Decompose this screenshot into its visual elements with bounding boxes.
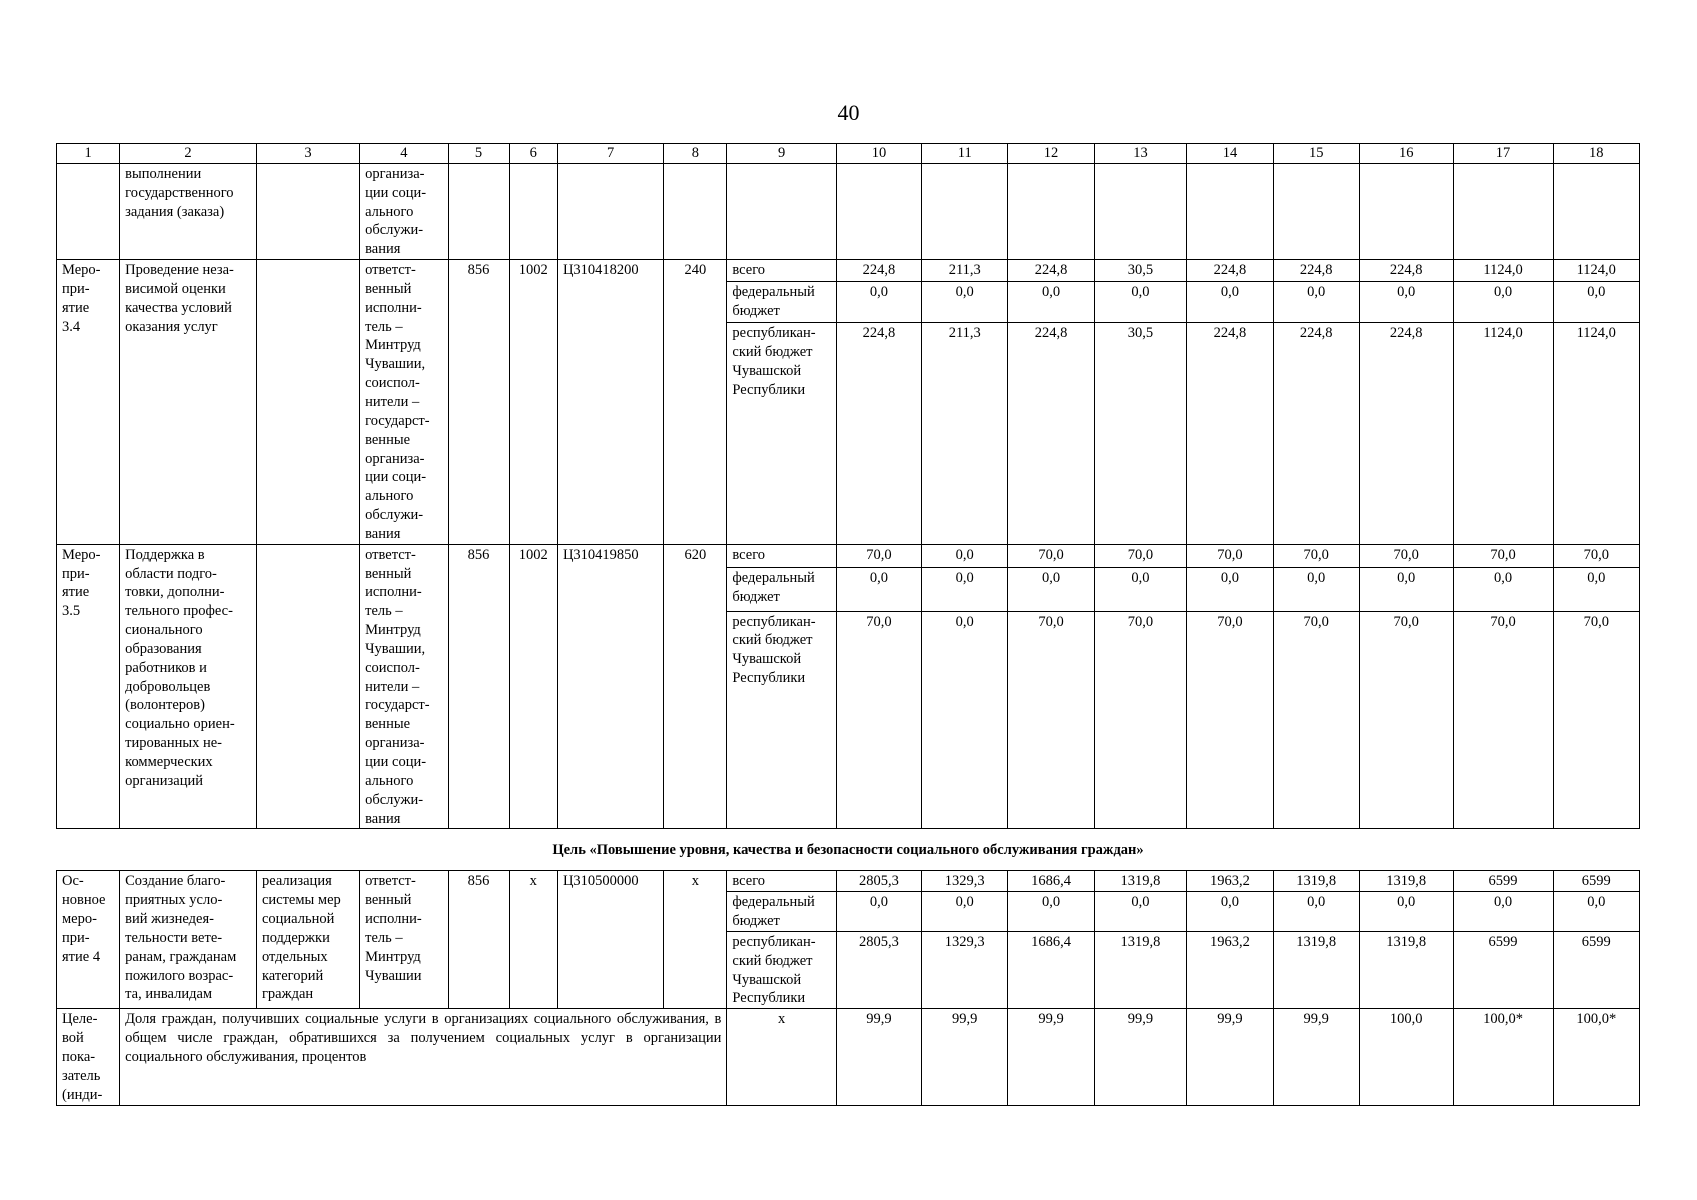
goal-title: Цель «Повышение уровня, качества и безопасности социального обслуживания граждан» [57,829,1640,871]
indicator-value-15: 99,9 [1273,1009,1359,1105]
m34-value-1-15: 0,0 [1273,281,1359,322]
m35-value-1-15: 0,0 [1273,567,1359,611]
om4-value-0-18: 6599 [1553,871,1639,892]
om4-value-1-15: 0,0 [1273,892,1359,932]
om4-value-2-12: 1686,4 [1008,931,1094,1008]
m35-value-2-14: 70,0 [1187,611,1273,829]
m34-value-1-12: 0,0 [1008,281,1094,322]
om4-source-2: республикан- ский бюджет Чувашской Республики [727,931,836,1008]
cont-cell-3 [256,163,359,259]
m35-value-2-16: 70,0 [1359,611,1453,829]
m34-value-1-17: 0,0 [1453,281,1553,322]
column-number-row [57,144,1640,164]
om4-value-2-10: 2805,3 [836,931,921,1008]
m35-value-0-13: 70,0 [1094,544,1187,567]
om4-row-0 [57,871,1640,892]
column-number-15: 15 [1273,144,1359,164]
om4-value-1-12: 0,0 [1008,892,1094,932]
m35-value-2-11: 0,0 [922,611,1008,829]
m34-source-0: всего [727,260,836,282]
m34-value-1-10: 0,0 [836,281,921,322]
m35-description: Поддержка в области подго- товки, дополни- тельного профес- сионального образования работников и добровольцев (волонтеров) социально ориен- тированных не- коммерческих организаций [120,544,257,829]
indicator-text: Доля граждан, получивших социальные услуги в организациях социального обслуживания, в общем числе граждан, обратившихся за получением социальных услуг в организации социального обслуживания, процентов [120,1009,727,1105]
m35-name: Меро- при- ятие 3.5 [57,544,120,829]
om4-value-1-16: 0,0 [1359,892,1453,932]
indicator-value-17: 100,0* [1453,1009,1553,1105]
m34-goal-program [256,260,359,545]
m34-value-2-11: 211,3 [922,323,1008,544]
om4-description: Создание благо- приятных усло- вий жизнедея- тельности вете- ранам, гражданам пожилого возрас- та, инвалидам [120,871,257,1009]
m35-value-0-16: 70,0 [1359,544,1453,567]
m34-value-2-12: 224,8 [1008,323,1094,544]
m35-value-0-14: 70,0 [1187,544,1273,567]
m34-value-0-16: 224,8 [1359,260,1453,282]
m34-value-0-17: 1124,0 [1453,260,1553,282]
om4-value-1-14: 0,0 [1187,892,1273,932]
om4-value-2-11: 1329,3 [922,931,1008,1008]
m34-value-0-10: 224,8 [836,260,921,282]
om4-value-2-13: 1319,8 [1094,931,1187,1008]
m35-executor: ответст- венный исполни- тель – Минтруд Чувашии, соиспол- нители – государст- венные организа- ции соци- ального обслужи- вания [360,544,448,829]
m34-value-2-18: 1124,0 [1553,323,1639,544]
m34-grbs: 856 [448,260,509,545]
column-number-8: 8 [664,144,727,164]
m35-value-1-18: 0,0 [1553,567,1639,611]
column-number-14: 14 [1187,144,1273,164]
indicator-row [57,1009,1640,1105]
m35-value-2-18: 70,0 [1553,611,1639,829]
m34-value-1-16: 0,0 [1359,281,1453,322]
m35-grbs: 856 [448,544,509,829]
om4-name: Ос- новное меро- при- ятие 4 [57,871,120,1009]
m34-value-0-13: 30,5 [1094,260,1187,282]
om4-target-article: Ц310500000 [557,871,663,1009]
cont-cell-6 [509,163,557,259]
m34-expense-group: 240 [664,260,727,545]
column-number-5: 5 [448,144,509,164]
om4-value-2-17: 6599 [1453,931,1553,1008]
m35-value-2-10: 70,0 [836,611,921,829]
cont-cell-15 [1273,163,1359,259]
om4-expense-group: х [664,871,727,1009]
cont-cell-14 [1187,163,1273,259]
om4-value-1-13: 0,0 [1094,892,1187,932]
m35-value-1-17: 0,0 [1453,567,1553,611]
column-number-16: 16 [1359,144,1453,164]
cont-cell-17 [1453,163,1553,259]
cont-cell-7 [557,163,663,259]
m35-value-0-12: 70,0 [1008,544,1094,567]
column-number-9: 9 [727,144,836,164]
m34-value-0-12: 224,8 [1008,260,1094,282]
om4-value-0-13: 1319,8 [1094,871,1187,892]
om4-source-1: федеральный бюджет [727,892,836,932]
om4-value-0-12: 1686,4 [1008,871,1094,892]
m34-source-1: федеральный бюджет [727,281,836,322]
m35-value-2-12: 70,0 [1008,611,1094,829]
indicator-value-12: 99,9 [1008,1009,1094,1105]
budget-table [56,143,1640,1106]
column-number-18: 18 [1553,144,1639,164]
m35-row-0 [57,544,1640,567]
om4-value-1-18: 0,0 [1553,892,1639,932]
om4-value-1-10: 0,0 [836,892,921,932]
om4-value-1-17: 0,0 [1453,892,1553,932]
column-number-3: 3 [256,144,359,164]
indicator-value-14: 99,9 [1187,1009,1273,1105]
column-number-6: 6 [509,144,557,164]
cont-cell-5 [448,163,509,259]
om4-value-1-11: 0,0 [922,892,1008,932]
column-number-7: 7 [557,144,663,164]
om4-value-2-18: 6599 [1553,931,1639,1008]
indicator-value-11: 99,9 [922,1009,1008,1105]
om4-value-0-14: 1963,2 [1187,871,1273,892]
m35-value-0-11: 0,0 [922,544,1008,567]
continuation-row [57,163,1640,259]
m34-row-0 [57,260,1640,282]
m34-executor: ответст- венный исполни- тель – Минтруд Чувашии, соиспол- нители – государст- венные организа- ции соци- ального обслужи- вания [360,260,448,545]
m34-value-1-14: 0,0 [1187,281,1273,322]
cont-cell-2: выполнении государственного задания (заказа) [120,163,257,259]
m34-value-2-15: 224,8 [1273,323,1359,544]
m34-value-0-15: 224,8 [1273,260,1359,282]
m34-target-article: Ц310418200 [557,260,663,545]
column-number-11: 11 [922,144,1008,164]
om4-value-2-15: 1319,8 [1273,931,1359,1008]
om4-source-0: всего [727,871,836,892]
cont-cell-18 [1553,163,1639,259]
m35-value-1-16: 0,0 [1359,567,1453,611]
m35-section: 1002 [509,544,557,829]
column-number-2: 2 [120,144,257,164]
m34-description: Проведение неза- висимой оценки качества условий оказания услуг [120,260,257,545]
m34-value-0-18: 1124,0 [1553,260,1639,282]
om4-value-0-16: 1319,8 [1359,871,1453,892]
indicator-name: Целе- вой пока- затель (инди- [57,1009,120,1105]
column-number-12: 12 [1008,144,1094,164]
m34-value-1-13: 0,0 [1094,281,1187,322]
m35-value-1-14: 0,0 [1187,567,1273,611]
cont-cell-4: организа- ции соци- ального обслужи- вания [360,163,448,259]
column-number-4: 4 [360,144,448,164]
m34-source-2: республикан- ский бюджет Чувашской Республики [727,323,836,544]
cont-cell-8 [664,163,727,259]
column-number-10: 10 [836,144,921,164]
column-number-13: 13 [1094,144,1187,164]
m35-value-0-17: 70,0 [1453,544,1553,567]
om4-section: х [509,871,557,1009]
m35-value-1-12: 0,0 [1008,567,1094,611]
m35-source-0: всего [727,544,836,567]
cont-cell-10 [836,163,921,259]
m35-goal-program [256,544,359,829]
m35-value-0-15: 70,0 [1273,544,1359,567]
m34-name: Меро- при- ятие 3.4 [57,260,120,545]
indicator-col9: х [727,1009,836,1105]
goal-row [57,829,1640,871]
om4-value-0-15: 1319,8 [1273,871,1359,892]
om4-value-0-10: 2805,3 [836,871,921,892]
m34-value-0-14: 224,8 [1187,260,1273,282]
m34-value-0-11: 211,3 [922,260,1008,282]
indicator-value-10: 99,9 [836,1009,921,1105]
cont-cell-11 [922,163,1008,259]
cont-cell-13 [1094,163,1187,259]
m35-value-2-17: 70,0 [1453,611,1553,829]
om4-grbs: 856 [448,871,509,1009]
m34-value-2-10: 224,8 [836,323,921,544]
indicator-value-18: 100,0* [1553,1009,1639,1105]
m35-value-2-13: 70,0 [1094,611,1187,829]
page-number: 40 [837,100,860,125]
cont-cell-12 [1008,163,1094,259]
om4-goal-program: реализация системы мер социальной поддержки отдельных категорий граждан [256,871,359,1009]
m34-value-1-18: 0,0 [1553,281,1639,322]
m35-source-1: федеральный бюджет [727,567,836,611]
m35-source-2: республикан- ский бюджет Чувашской Республики [727,611,836,829]
m34-value-2-14: 224,8 [1187,323,1273,544]
om4-value-0-17: 6599 [1453,871,1553,892]
m35-value-0-10: 70,0 [836,544,921,567]
indicator-value-16: 100,0 [1359,1009,1453,1105]
m35-expense-group: 620 [664,544,727,829]
cont-cell-9 [727,163,836,259]
indicator-value-13: 99,9 [1094,1009,1187,1105]
m35-value-1-11: 0,0 [922,567,1008,611]
om4-value-2-16: 1319,8 [1359,931,1453,1008]
cont-cell-1 [57,163,120,259]
m34-value-2-16: 224,8 [1359,323,1453,544]
om4-executor: ответст- венный исполни- тель – Минтруд Чувашии [360,871,448,1009]
cont-cell-16 [1359,163,1453,259]
m35-value-2-15: 70,0 [1273,611,1359,829]
m34-section: 1002 [509,260,557,545]
m35-value-1-13: 0,0 [1094,567,1187,611]
om4-value-0-11: 1329,3 [922,871,1008,892]
m34-value-2-13: 30,5 [1094,323,1187,544]
column-number-17: 17 [1453,144,1553,164]
column-number-1: 1 [57,144,120,164]
m34-value-2-17: 1124,0 [1453,323,1553,544]
om4-value-2-14: 1963,2 [1187,931,1273,1008]
m35-target-article: Ц310419850 [557,544,663,829]
m35-value-1-10: 0,0 [836,567,921,611]
m34-value-1-11: 0,0 [922,281,1008,322]
m35-value-0-18: 70,0 [1553,544,1639,567]
